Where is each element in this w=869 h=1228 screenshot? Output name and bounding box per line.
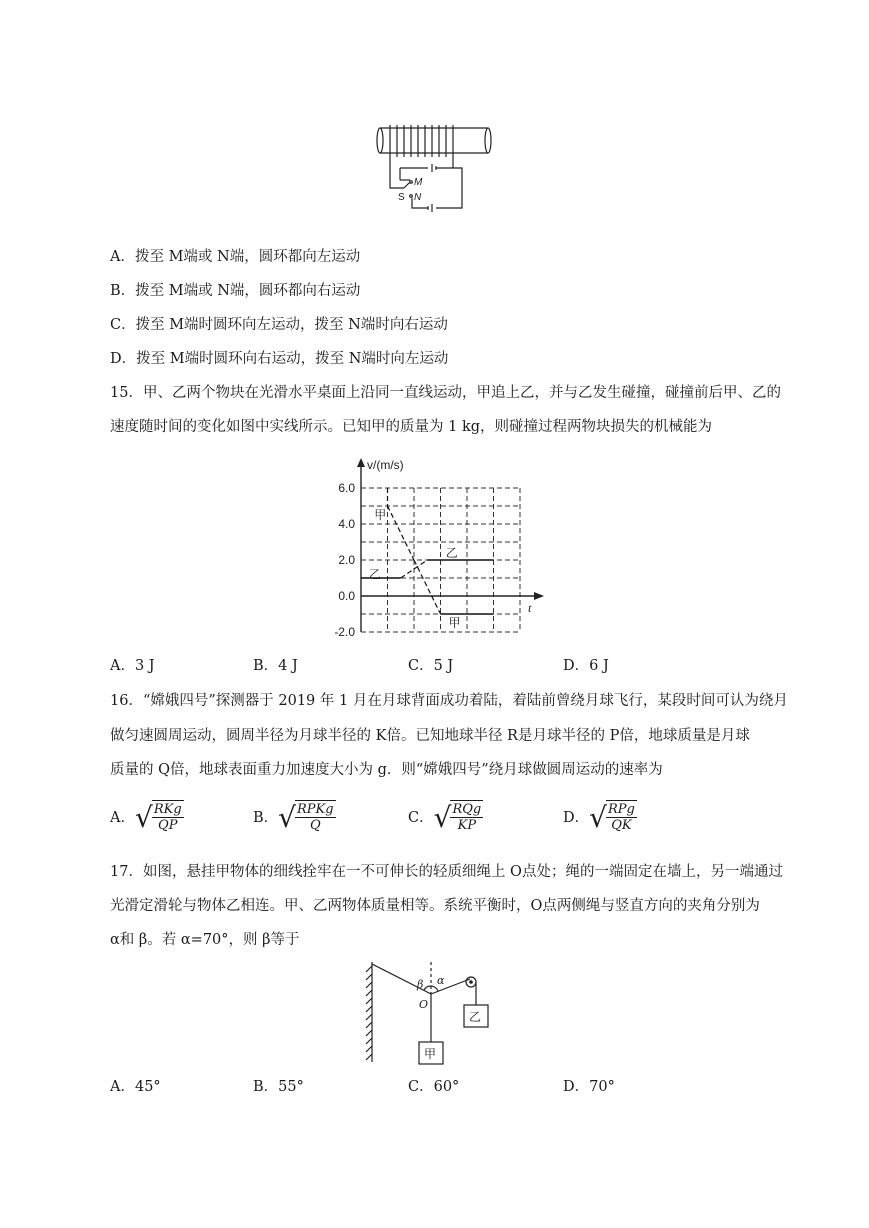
q15-option-b[interactable]: B．4 J [253,658,298,674]
fraction-numerator: RQg [452,802,482,817]
y-tick-label: 0.0 [338,589,355,603]
label-alpha: α [437,974,445,987]
label-jia: 甲 [424,1047,437,1061]
q16-option-d[interactable]: D． √ $\frac{\text{RPg}}{QK}$ [563,801,635,834]
fraction-numerator: RPKg [297,802,334,817]
series-label: 甲 [448,616,461,630]
label-o: O [419,998,429,1011]
q17-option-c[interactable]: C．60° [408,1079,460,1095]
q17-option-d[interactable]: D．70° [563,1079,615,1095]
label-s: S [398,192,405,203]
series-label: 乙 [368,567,381,582]
q17-option-b[interactable]: B．55° [253,1079,304,1095]
q17-option-a[interactable]: A．45° [110,1079,161,1095]
label-n: N [414,192,422,203]
fraction-denominator: QP [158,818,178,833]
y-axis-label: v/(m/s) [367,458,404,472]
q15-stem-line1: 15．甲、乙两个物块在光滑水平桌面上沿同一直线运动，甲追上乙，并与乙发生碰撞，碰撞前后甲、乙的 [110,385,781,401]
q17-stem-line1: 17．如图，悬挂甲物体的细线拴牢在一不可伸长的轻质细绳上 O点处；绳的一端固定在墙上，另一端通过 [110,864,783,880]
q15-option-a[interactable]: A．3 J [110,658,155,674]
option-label: C． [408,810,434,826]
q16-stem-line1: 16．“嫦娥四号”探测器于 2019 年 1 月在月球背面成功着陆，着陆前曾绕月球飞行，某段时间可认为绕月 [110,693,788,709]
q16-stem-line3: 质量的 Q倍，地球表面重力加速度大小为 g．则“嫦娥四号”绕月球做圆周运动的速率为 [110,762,663,778]
q15-stem-line2: 速度随时间的变化如图中实线所示。已知甲的质量为 1 kg，则碰撞过程两物块损失的机械能为 [110,419,713,435]
q15-option-c[interactable]: C．5 J [408,658,454,674]
pulley-equilibrium-figure [358,958,503,1068]
y-tick-label: 4.0 [338,517,355,531]
q17-stem-line3: α和 β。若 α=70°，则 β等于 [110,932,300,948]
q16-option-b[interactable]: B． √ $\frac{\text{RPKg}}{Q}$ [253,801,334,834]
option-label: D． [563,810,590,826]
q14-option-d[interactable]: D．拨至 M端时圆环向右运动，拨至 N端时向左运动 [110,351,449,367]
series-line-jia [414,560,441,614]
option-label: B． [253,810,279,826]
fraction-denominator: QK [611,818,632,833]
series-label: 甲 [374,508,387,522]
q14-option-a[interactable]: A．拨至 M端或 N端，圆环都向左运动 [110,249,361,265]
y-tick-label: 6.0 [338,481,355,495]
label-yi: 乙 [469,1010,482,1024]
option-label: A． [110,810,135,826]
label-m: M [414,177,423,188]
velocity-time-chart [325,452,550,642]
q17-stem-line2: 光滑定滑轮与物体乙相连。甲、乙两物体质量相等。系统平衡时，O点两侧绳与竖直方向的夹角分别为 [110,898,760,914]
series-line-jia [388,506,415,560]
q15-option-d[interactable]: D．6 J [563,658,609,674]
solenoid-circuit-figure [370,120,500,215]
fraction-denominator: Q [309,818,321,833]
q14-option-c[interactable]: C．拨至 M端时圆环向左运动，拨至 N端时向右运动 [110,317,448,333]
q14-option-b[interactable]: B．拨至 M端或 N端，圆环都向右运动 [110,283,361,299]
q16-stem-line2: 做匀速圆周运动，圆周半径为月球半径的 K倍。已知地球半径 R是月球半径的 P倍，地球质量是月球 [110,728,750,744]
fraction-numerator: RPg [607,802,635,817]
q16-option-c[interactable]: C． √ $\frac{\text{RQg}}{KP}$ [408,801,482,834]
series-label: 乙 [445,545,458,560]
fraction-denominator: KP [457,818,477,833]
fraction-numerator: RKg [153,802,182,817]
x-axis-arrow [534,592,544,600]
y-tick-label: 2.0 [338,553,355,567]
series-line-yi [401,569,414,578]
y-tick-label: -2.0 [334,625,355,639]
q16-option-a[interactable]: A． √ $\frac{\text{RKg}}{QP}$ [110,801,182,834]
x-axis-label: t [528,601,532,615]
label-beta: β [417,978,424,991]
y-axis-arrow [357,458,365,467]
